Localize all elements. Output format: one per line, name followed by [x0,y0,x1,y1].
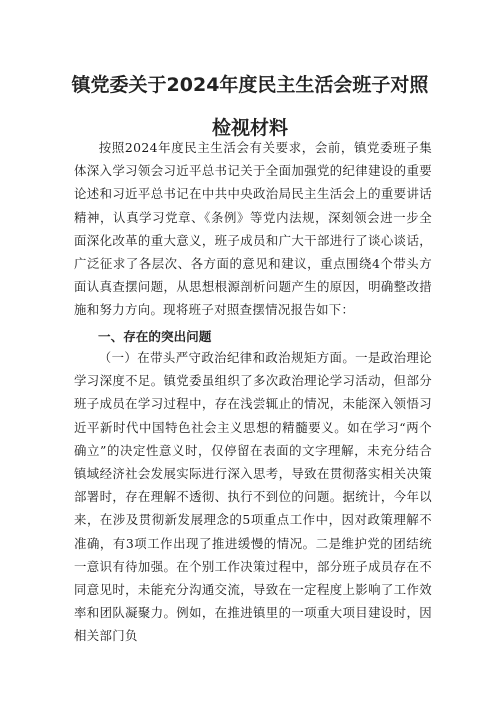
intro-paragraph: 按照2024年度民主生活会有关要求，会前，镇党委班子集体深入学习领会习近平总书记关于全面加强党的纪律建设的重要论述和习近平总书记在中共中央政治局民主生活会上的重要讲话精神，认真学习党章、《条例》等党内法规，深刻领会进一步全面深化改革的重大意义，班子成员和广大干部进行了谈心谈话，广泛征求了各层次、各方面的意见和建议，重点围绕4个带头方面认真查摆问题，从思想根源剖析问题产生的原因，明确整改措施和努力方向。现将班子对照查摆情况报告如下： [74,140,432,318]
section-heading: 一、存在的突出问题 [98,329,212,344]
document-title-line-1: 镇党委关于2024年度民主生活会班子对照 [71,74,429,96]
document-title-line-2: 检视材料 [211,117,288,139]
section-paragraph: （一）在带头严守政治纪律和政治规矩方面。一是政治理论学习深度不足。镇党委虽组织了多次政治理论学习活动，但部分班子成员在学习过程中，存在浅尝辄止的情况，未能深入领悟习近平新时代中国特色社会主义思想的精髓要义。如在学习“两个确立”的决定性意义时，仅停留在表面的文字理解，未充分结合镇域经济社会发展实际进行深入思考，导致在贯彻落实相关决策部署时，存在理解不透彻、执行不到位的问题。据统计，今年以来，在涉及贯彻新发展理念的5项重点工作中，因对政策理解不准确，有3项工作出现了推进缓慢的情况。二是维护党的团结统一意识有待加强。在个别工作决策过程中，部分班子成员存在不同意见时，未能充分沟通交流，导致在一定程度上影响了工作效率和团队凝聚力。例如，在推进镇里的一项重大项目建设时，因相关部门负 [74,350,432,644]
